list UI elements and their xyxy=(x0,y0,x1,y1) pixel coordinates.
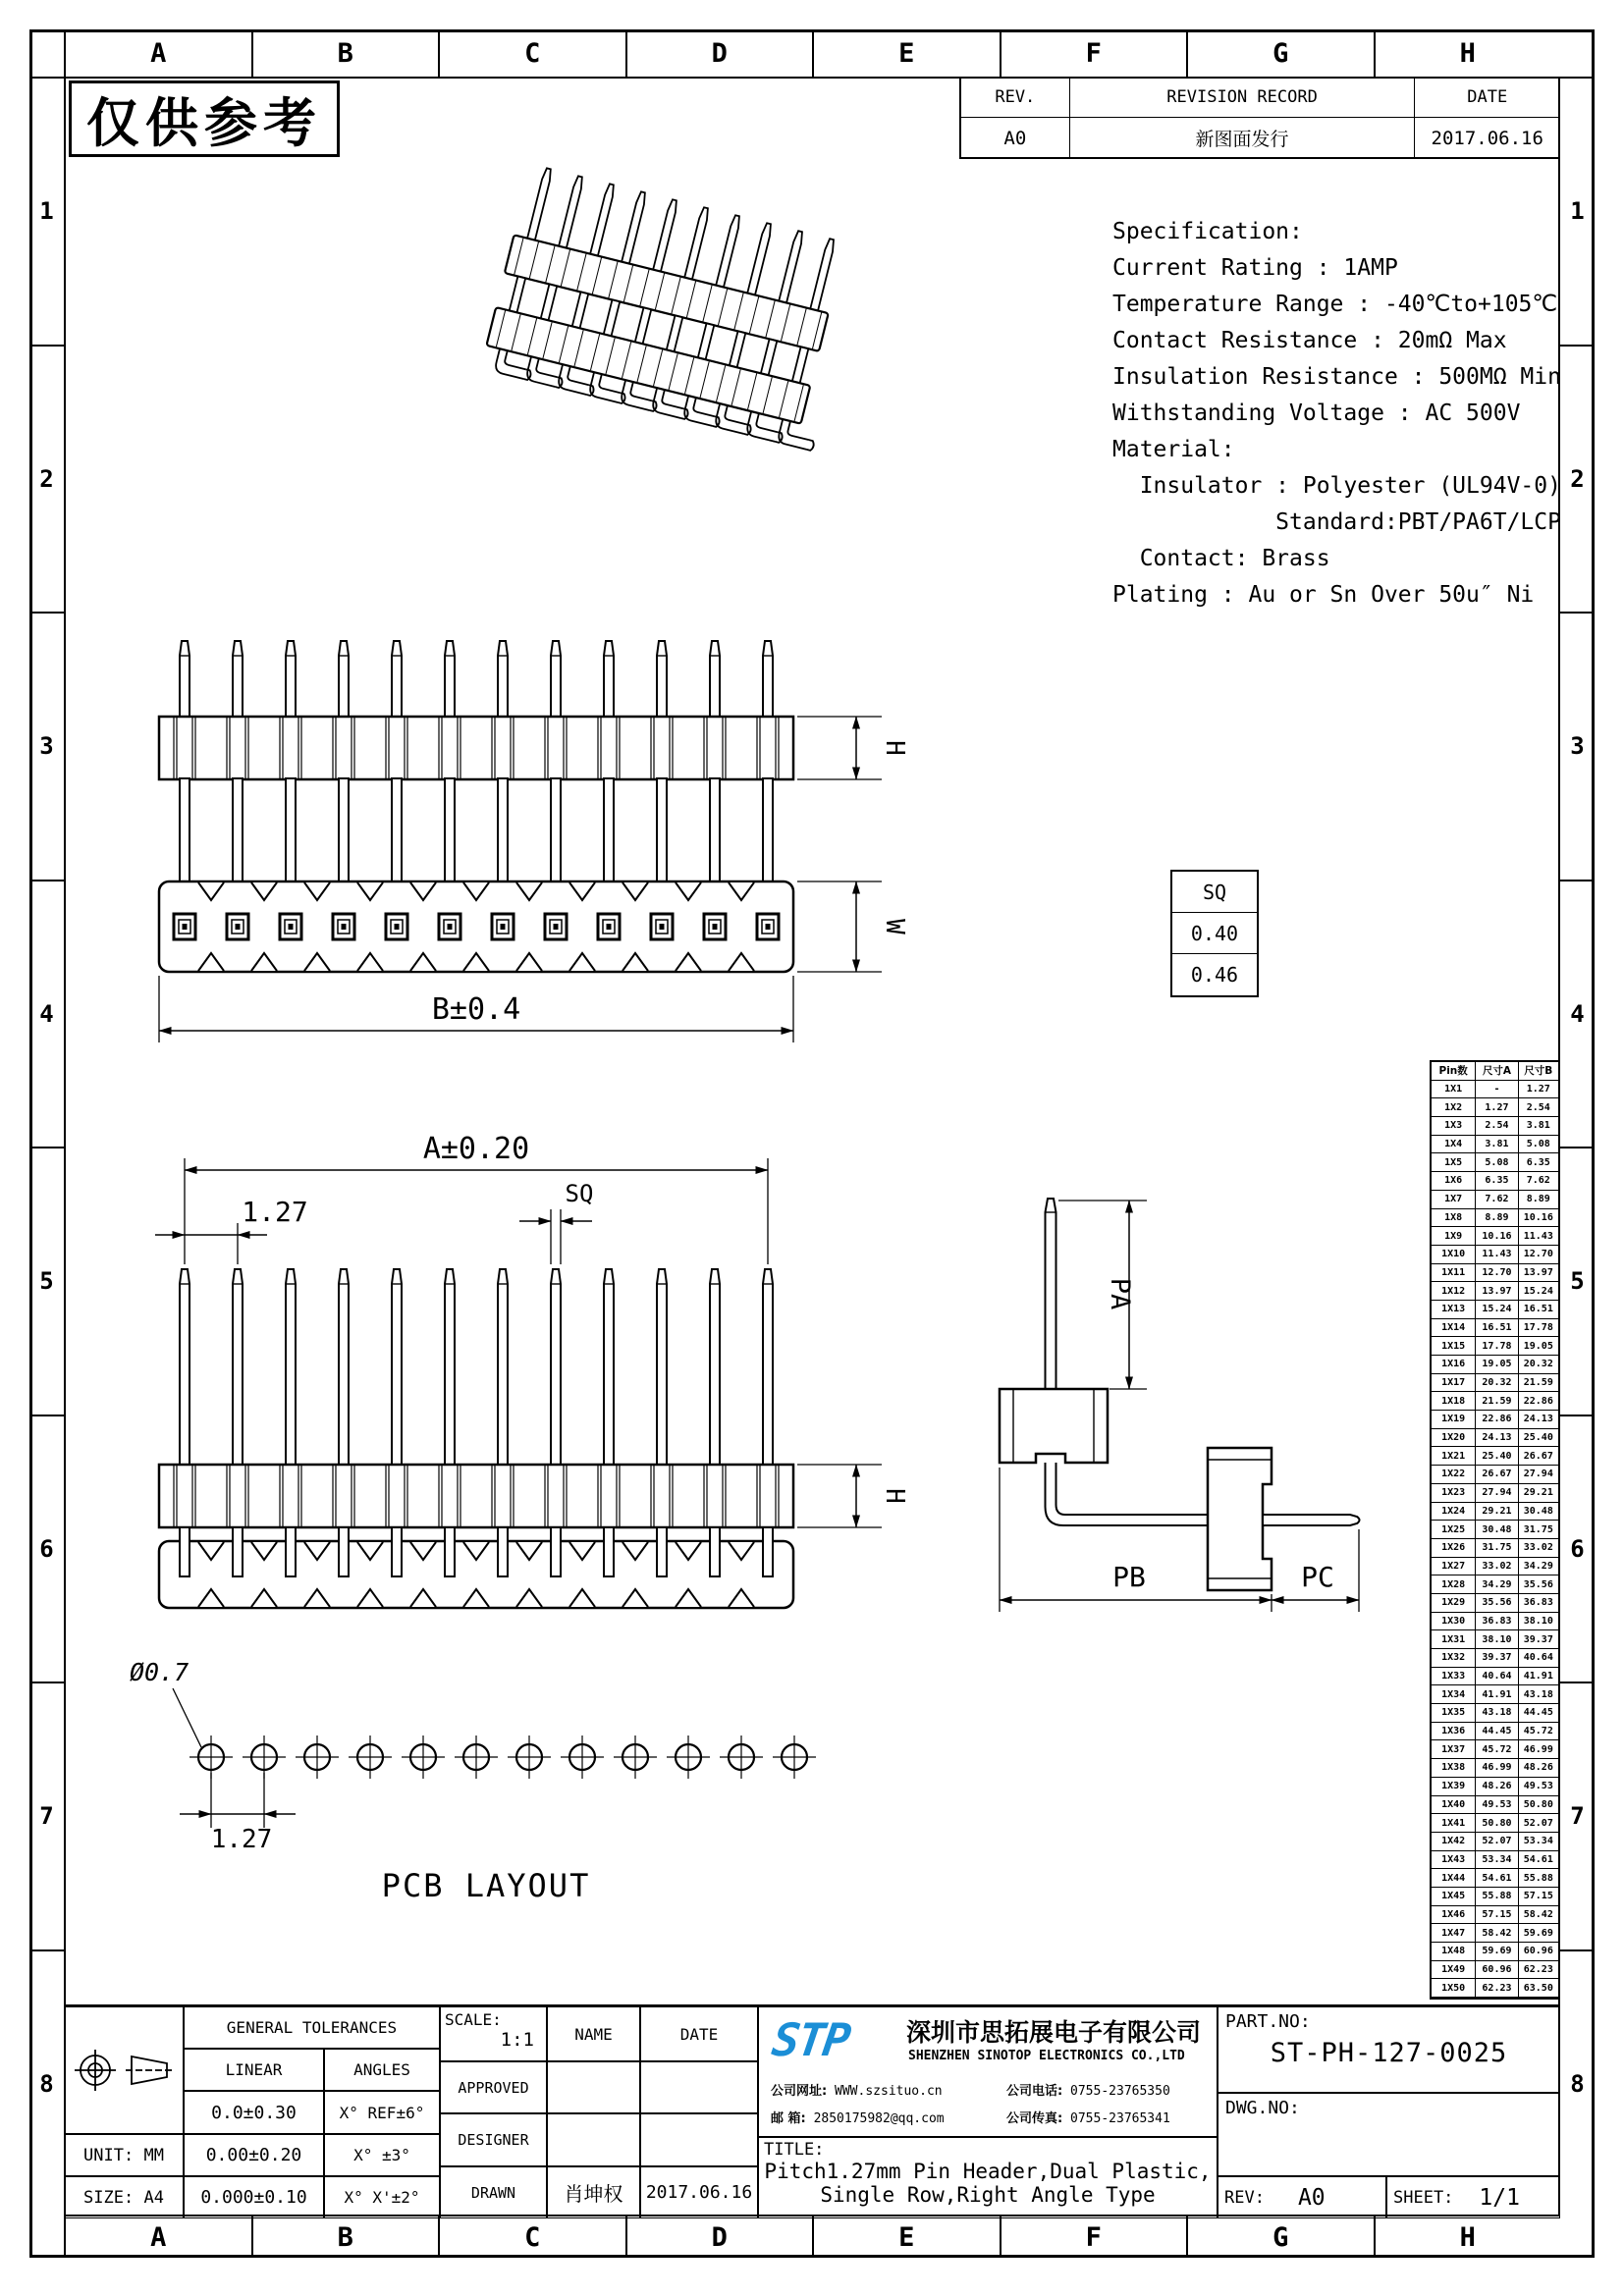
side-view-bent-pin xyxy=(1046,1463,1209,1525)
pin-table-row: 1X7 7.62 8.89 xyxy=(1432,1191,1558,1209)
spec-line: Contact: Brass xyxy=(1112,546,1330,571)
pin-table-row: 1X5 5.08 6.35 xyxy=(1432,1153,1558,1172)
rev-cell: REV: A0 xyxy=(1218,2176,1386,2218)
pin-table-row: 1X50 62.23 63.50 xyxy=(1432,1979,1558,1998)
pin-table-row: 1X6 6.35 7.62 xyxy=(1432,1172,1558,1191)
date-header: DATE xyxy=(640,2006,758,2061)
designer-date-cell xyxy=(640,2113,758,2166)
grid-letter: C xyxy=(440,2216,627,2258)
pin-table-row: 1X25 30.48 31.75 xyxy=(1432,1521,1558,1539)
pin-table-row: 1X48 59.69 60.96 xyxy=(1432,1943,1558,1961)
pin-count-table xyxy=(1430,1060,1560,2000)
grid-number: 6 xyxy=(29,1416,64,1684)
dim-h-label: H xyxy=(880,740,909,756)
spec-line: Standard:PBT/PA6T/LCP xyxy=(1112,509,1561,535)
dim-b-label: B±0.4 xyxy=(431,992,521,1027)
hole-dia-leader xyxy=(173,1688,201,1747)
revision-record-value: 新图面发行 xyxy=(1070,118,1416,159)
pin-table-row: 1X44 54.61 55.88 xyxy=(1432,1869,1558,1888)
revision-table xyxy=(959,77,1560,159)
title-label: TITLE: xyxy=(764,2140,825,2160)
dim-sq-label: SQ xyxy=(565,1180,594,1207)
grid-letter: G xyxy=(1188,29,1376,77)
grid-letter: F xyxy=(1001,2216,1189,2258)
scale-value: 1:1 xyxy=(500,2029,534,2051)
pin-table-row: 1X29 35.56 36.83 xyxy=(1432,1594,1558,1613)
pin-table-header: Pin数 尺寸A 尺寸B xyxy=(1432,1062,1558,1081)
side-view-vertical-pin xyxy=(1046,1199,1056,1389)
pin-table-row: 1X8 8.89 10.16 xyxy=(1432,1209,1558,1228)
grid-number: 1 xyxy=(1560,79,1595,347)
pin-table-row: 1X16 19.05 20.32 xyxy=(1432,1356,1558,1374)
dim-w-label: W xyxy=(880,919,909,934)
front-view-pins xyxy=(180,641,773,717)
angle-tolerance-1: X° REF±6° xyxy=(324,2091,440,2134)
grid-number: 7 xyxy=(1560,1683,1595,1951)
general-tolerances-header: GENERAL TOLERANCES xyxy=(184,2006,440,2049)
isometric-view xyxy=(422,137,913,530)
revision-date-value: 2017.06.16 xyxy=(1415,118,1560,159)
grid-number: 5 xyxy=(29,1148,64,1416)
grid-letter: A xyxy=(66,29,253,77)
side-view-body1 xyxy=(1000,1389,1108,1463)
spec-line: Material: xyxy=(1112,437,1235,462)
grid-letter: B xyxy=(253,2216,441,2258)
pin-table-row: 1X19 22.86 24.13 xyxy=(1432,1411,1558,1429)
size-cell: SIZE: A4 xyxy=(64,2176,184,2218)
pin-table-row: 1X22 26.67 27.94 xyxy=(1432,1466,1558,1484)
spec-line: Specification: xyxy=(1112,219,1303,244)
pin-table-row: 1X33 40.64 41.91 xyxy=(1432,1668,1558,1686)
grid-number: 2 xyxy=(29,347,64,614)
dim-pb-label: PB xyxy=(1112,1561,1146,1593)
pin-table-row: 1X12 13.97 15.24 xyxy=(1432,1282,1558,1301)
approved-name-cell xyxy=(547,2061,640,2113)
grid-letter: G xyxy=(1188,2216,1376,2258)
third-angle-projection-icon xyxy=(71,2045,177,2096)
rev-value: A0 xyxy=(961,118,1070,159)
sq-value: 0.46 xyxy=(1190,963,1239,987)
pin-table-row: 1X35 43.18 44.45 xyxy=(1432,1704,1558,1723)
pin-table-row: 1X30 36.83 38.10 xyxy=(1432,1613,1558,1631)
pin-table-row: 1X23 27.94 29.21 xyxy=(1432,1484,1558,1503)
dwg-no-label: DWG.NO: xyxy=(1225,2098,1300,2118)
spec-line: Insulator : Polyester (UL94V-0) xyxy=(1112,473,1561,499)
pin-table-row: 1X36 44.45 45.72 xyxy=(1432,1723,1558,1741)
angle-tolerance-3: X° X'±2° xyxy=(324,2176,440,2218)
grid-number: 2 xyxy=(1560,347,1595,614)
pin-table-row: 1X41 50.80 52.07 xyxy=(1432,1814,1558,1833)
front-view-mid-pins xyxy=(180,778,773,883)
spec-line: Contact Resistance : 20mΩ Max xyxy=(1112,328,1507,353)
name-header: NAME xyxy=(547,2006,640,2061)
pitch-view xyxy=(147,1119,923,1620)
grid-number: 3 xyxy=(29,614,64,881)
pin-table-row: 1X43 53.34 54.61 xyxy=(1432,1851,1558,1870)
pin-table-row: 1X1 - 1.27 xyxy=(1432,1081,1558,1099)
pin-table-row: 1X49 60.96 62.23 xyxy=(1432,1961,1558,1980)
linear-tolerance-1: 0.0±0.30 xyxy=(184,2091,324,2134)
drawn-label: DRAWN xyxy=(440,2166,547,2218)
linear-header: LINEAR xyxy=(184,2049,324,2091)
pin-table-row: 1X32 39.37 40.64 xyxy=(1432,1649,1558,1668)
grid-numbers-left xyxy=(29,77,64,2216)
side-view xyxy=(962,1168,1404,1649)
dim-a-label: A±0.20 xyxy=(422,1132,530,1166)
pin-table-row: 1X18 21.59 22.86 xyxy=(1432,1392,1558,1411)
angles-header: ANGLES xyxy=(324,2049,440,2091)
pin-table-row: 1X37 45.72 46.99 xyxy=(1432,1740,1558,1759)
front-view-upper-body xyxy=(159,717,793,779)
pin-table-row: 1X42 52.07 53.34 xyxy=(1432,1833,1558,1851)
part-no-value: ST-PH-127-0025 xyxy=(1270,2038,1508,2068)
pitch-view-upper-body xyxy=(159,1465,793,1527)
spec-line: Withstanding Voltage : AC 500V xyxy=(1112,400,1521,426)
title-block xyxy=(64,2004,1560,2216)
pin-table-row: 1X15 17.78 19.05 xyxy=(1432,1337,1558,1356)
sq-table xyxy=(1170,870,1259,997)
dwg-no-cell xyxy=(1218,2093,1560,2176)
date-header: DATE xyxy=(1415,77,1560,118)
angle-tolerance-2: X° ±3° xyxy=(324,2134,440,2176)
pin-table-row: 1X45 55.88 57.15 xyxy=(1432,1888,1558,1906)
pitch-view-pins xyxy=(180,1269,773,1465)
part-no-label: PART.NO: xyxy=(1225,2011,1311,2032)
pin-table-row: 1X14 16.51 17.78 xyxy=(1432,1319,1558,1338)
pin-table-row: 1X10 11.43 12.70 xyxy=(1432,1246,1558,1264)
pcb-holes xyxy=(189,1735,816,1779)
company-name-cn: 深圳市思拓展电子有限公司 xyxy=(906,2018,1202,2047)
grid-letter: F xyxy=(1001,29,1189,77)
approved-label: APPROVED xyxy=(440,2061,547,2113)
pin-table-row: 1X11 12.70 13.97 xyxy=(1432,1264,1558,1283)
dim-pc-label: PC xyxy=(1301,1561,1334,1593)
pin-table-row: 1X21 25.40 26.67 xyxy=(1432,1447,1558,1466)
grid-number: 4 xyxy=(29,881,64,1149)
grid-letter: A xyxy=(66,2216,253,2258)
sheet-value: 1/1 xyxy=(1479,2184,1520,2211)
pin-table-row: 1X4 3.81 5.08 xyxy=(1432,1136,1558,1154)
pin-table-row: 1X39 48.26 49.53 xyxy=(1432,1778,1558,1796)
grid-number: 8 xyxy=(39,2069,54,2098)
drawing-title-line2: Single Row,Right Angle Type xyxy=(820,2183,1156,2207)
company-name-en: SHENZHEN SINOTOP ELECTRONICS CO.,LTD xyxy=(908,2049,1185,2063)
revision-row xyxy=(961,118,1560,159)
sq-value: 0.40 xyxy=(1172,913,1257,954)
pcb-pitch-label: 1.27 xyxy=(210,1825,273,1854)
rev-header: REV. xyxy=(961,77,1070,118)
company-phone: 公司电话: 0755-23765350 xyxy=(1006,2084,1170,2099)
grid-letter: E xyxy=(814,2216,1001,2258)
pin-table-row: 1X26 31.75 33.02 xyxy=(1432,1539,1558,1558)
pin-table-row: 1X34 41.91 43.18 xyxy=(1432,1685,1558,1704)
company-email: 邮 箱: 2850175982@qq.com xyxy=(771,2111,945,2126)
grid-number: 5 xyxy=(1560,1148,1595,1416)
specification-block xyxy=(1112,214,1561,614)
dim-hole-dia-label: Ø0.7 xyxy=(130,1658,189,1686)
pin-table-row: 1X9 10.16 11.43 xyxy=(1432,1227,1558,1246)
reference-only-stamp xyxy=(69,80,340,157)
sheet-cell: SHEET: 1/1 xyxy=(1386,2176,1560,2218)
company-fax: 公司传真: 0755-23765341 xyxy=(1006,2111,1170,2126)
grid-letter: C xyxy=(440,29,627,77)
grid-number: 3 xyxy=(1560,614,1595,881)
pin-table-row: 1X28 34.29 35.56 xyxy=(1432,1575,1558,1594)
grid-number: 8 xyxy=(1570,2069,1585,2098)
scale-cell: SCALE: 1:1 xyxy=(440,2006,547,2061)
side-view-pin-tip xyxy=(1263,1515,1360,1525)
title-cell xyxy=(758,2137,1218,2218)
pin-table-row: 1X24 29.21 30.48 xyxy=(1432,1503,1558,1522)
linear-tolerance-2: 0.00±0.20 xyxy=(184,2134,324,2176)
pin-table-row: 1X20 24.13 25.40 xyxy=(1432,1429,1558,1448)
grid-number: 7 xyxy=(29,1683,64,1951)
unit-cell: UNIT: MM xyxy=(64,2134,184,2176)
sq-header: SQ xyxy=(1172,872,1257,913)
approved-date-cell xyxy=(640,2061,758,2113)
drawn-name: 肖坤权 xyxy=(547,2166,640,2218)
pin-table-row: 1X38 46.99 48.26 xyxy=(1432,1759,1558,1778)
drawing-title-line1: Pitch1.27mm Pin Header,Dual Plastic, xyxy=(764,2160,1212,2183)
company-cell xyxy=(758,2006,1218,2137)
pcb-layout-caption: PCB LAYOUT xyxy=(381,1867,591,1904)
designer-name-cell xyxy=(547,2113,640,2166)
rev-value: A0 xyxy=(1297,2184,1326,2211)
pin-table-row: 1X46 57.15 58.42 xyxy=(1432,1906,1558,1925)
drawn-date: 2017.06.16 xyxy=(640,2166,758,2218)
projection-symbol-cell xyxy=(64,2006,184,2134)
grid-letter: D xyxy=(627,29,815,77)
pin-table-row: 1X40 49.53 50.80 xyxy=(1432,1796,1558,1815)
revision-record-header: REVISION RECORD xyxy=(1070,77,1416,118)
grid-letters-top xyxy=(64,29,1560,77)
pin-table-row: 1X3 2.54 3.81 xyxy=(1432,1117,1558,1136)
grid-number: 4 xyxy=(1560,881,1595,1149)
stamp-text: 仅供参考 xyxy=(86,91,322,154)
spec-line: Insulation Resistance : 500MΩ Min xyxy=(1112,364,1561,390)
grid-letter: B xyxy=(253,29,441,77)
grid-numbers-right xyxy=(1560,77,1595,2216)
pcb-layout-view xyxy=(128,1649,893,1944)
grid-number: 6 xyxy=(1560,1416,1595,1684)
spec-line: Plating : Au or Sn Over 50u″ Ni xyxy=(1112,582,1535,608)
dim-h-label: H xyxy=(880,1488,909,1504)
grid-letter: D xyxy=(627,2216,815,2258)
spec-line: Temperature Range : -40℃to+105℃ xyxy=(1112,292,1558,317)
front-view xyxy=(147,618,923,1050)
grid-letter: H xyxy=(1459,37,1476,69)
part-no-cell xyxy=(1218,2006,1560,2093)
pin-table-row: 1X2 1.27 2.54 xyxy=(1432,1098,1558,1117)
linear-tolerance-3: 0.000±0.10 xyxy=(184,2176,324,2218)
dim-pitch-label: 1.27 xyxy=(242,1196,308,1228)
pin-table-row: 1X13 15.24 16.51 xyxy=(1432,1301,1558,1319)
designer-label: DESIGNER xyxy=(440,2113,547,2166)
grid-letter: H xyxy=(1459,2221,1476,2253)
dim-pa-label: PA xyxy=(1105,1277,1135,1310)
pin-table-row: 1X47 58.42 59.69 xyxy=(1432,1924,1558,1943)
pin-table-row: 1X31 38.10 39.37 xyxy=(1432,1630,1558,1649)
grid-letters-bottom xyxy=(64,2216,1560,2258)
pin-table-row: 1X27 33.02 34.29 xyxy=(1432,1558,1558,1576)
company-website: 公司网址: WWW.szsituo.cn xyxy=(771,2084,943,2099)
grid-letter: E xyxy=(814,29,1001,77)
company-logo: STP xyxy=(769,2013,852,2066)
grid-number: 1 xyxy=(29,79,64,347)
pin-table-row: 1X17 20.32 21.59 xyxy=(1432,1374,1558,1393)
spec-line: Current Rating : 1AMP xyxy=(1112,255,1398,281)
